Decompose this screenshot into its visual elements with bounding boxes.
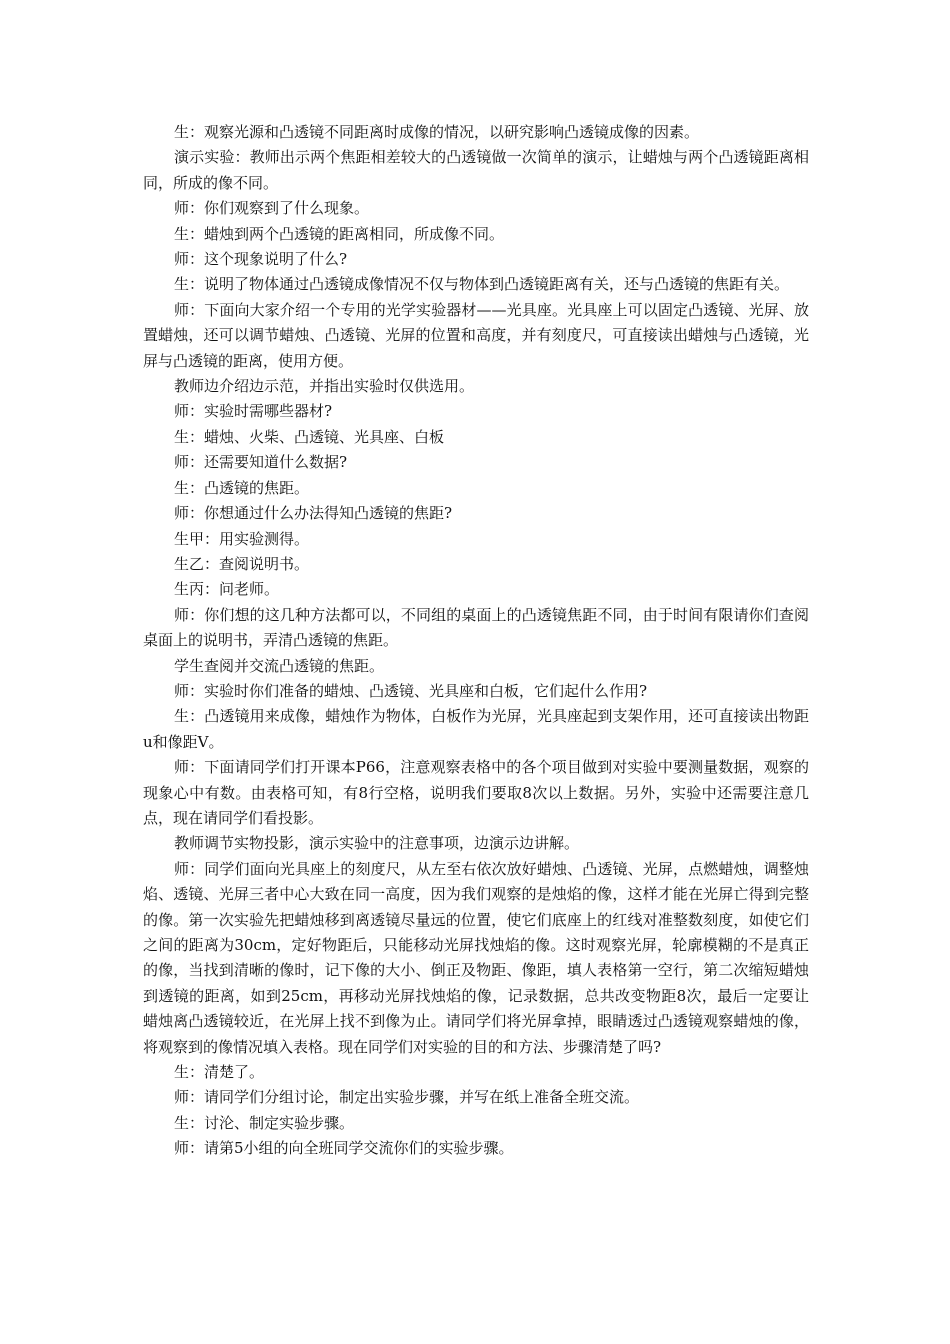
paragraph-student-c: 生丙：问老师。 (174, 580, 280, 599)
paragraph-question-equipment: 师：实验时需哪些器材? (174, 402, 333, 421)
paragraph-question-roles: 师：实验时你们准备的蜡烛、凸透镜、光具座和白板，它们起什么作用? (174, 681, 648, 700)
paragraph-teacher-demo: 教师边介绍边示范，并指出实验时仅供选用。 (174, 377, 475, 396)
paragraph-teacher-methods: 师：你们想的这几种方法都可以，不同组的桌面上的凸透镜焦距不同，由于时间有限请你们查阅桌面上的说明书，弄清凸透镜的焦距。 (143, 605, 809, 650)
paragraph-students-discuss: 生：讨沦、制定实验步骤。 (174, 1113, 355, 1132)
paragraph-student-answer-phenomenon: 生：蜡烛到两个凸透镜的距离相同，所成像不同。 (174, 224, 505, 243)
paragraph-student-answer-meaning: 生：说明了物体通过凸透镜成像情况不仅与物体到凸透镜距离有关，还与凸透镜的焦距有关。 (174, 275, 790, 294)
document-body (143, 120, 809, 1162)
paragraph-answer-equipment: 生：蜡烛、火柴、凸透镜、光具座、白板 (174, 427, 445, 446)
paragraph-student-a: 生甲：用实验测得。 (174, 529, 310, 548)
paragraph-teacher-question-meaning: 师：这个现象说明了什么? (174, 250, 348, 269)
paragraph-group-five-share: 师：请第5小组的向全班同学交流你们的实验步骤。 (174, 1139, 514, 1158)
paragraph-students-check: 学生查阅并交流凸透镜的焦距。 (174, 656, 385, 675)
paragraph-projection-demo: 教师调节实物投影，演示实验中的注意事项，边演示边讲解。 (174, 834, 580, 853)
paragraph-group-discussion: 师：请同学们分组讨论，制定出实验步骤，并写在纸上准备全班交流。 (174, 1088, 640, 1107)
paragraph-student-observe: 生：观察光源和凸透镜不同距离时成像的情况，以研究影响凸透镜成像的因素。 (174, 123, 700, 141)
paragraph-textbook-table: 师：下面请同学们打开课本P66，注意观察表格中的各个项目做到对实验中要测量数据，观察的现象心中有数。由表格可知，有8行空格，说明我们要取8次以上数据。另外，实验中还需要注意几点，现在请同学们看投影。 (143, 758, 809, 827)
paragraph-student-clear: 生：清楚了。 (174, 1063, 265, 1082)
paragraph-student-b: 生乙：查阅说明书。 (174, 554, 310, 573)
paragraph-question-data: 师：还需要知道什么数据? (174, 453, 348, 472)
paragraph-answer-roles: 生：凸透镜用来成像，蜡烛作为物体，白板作为光屏，光具座起到支架作用，还可直接读出物距u和像距V。 (143, 707, 809, 751)
paragraph-question-focal-length: 师：你想通过什么办法得知凸透镜的焦距? (174, 504, 453, 523)
paragraph-teacher-question-phenomenon: 师：你们观察到了什么现象。 (174, 199, 370, 218)
paragraph-optical-bench-intro: 师：下面向大家介绍一个专用的光学实验器材——光具座。光具座上可以固定凸透镜、光屏、放置蜡烛，还可以调节蜡烛、凸透镜、光屏的位置和高度，并有刻度尺，可直接读出蜡烛与凸透镜，光屏与凸透镜的距离，使用方便。 (143, 300, 809, 370)
paragraph-procedure-explanation: 师：同学们面向光具座上的刻度尺，从左至右依次放好蜡烛、凸透镜、光屏，点燃蜡烛，调整烛焰、透镜、光屏三者中心大致在同一高度，因为我们观察的是烛焰的像，这样才能在光屏亡得到完整的像。第一次实验先把蜡烛移到离透镜尽量远的位置，使它们底座上的红线对准整数刻度，如使它们之间的距离为30cm，定好物距后，只能移动光屏找烛焰的像。这时观察光屏，轮廓模糊的不是真正的像，当找到清晰的像时，记下像的大小、倒正及物距、像距，填人表格第一空行，第二次缩短蜡烛到透镜的距离，如到25cm，再移动光屏找烛焰的像，记录数据，总共改变物距8次，最后一定要让蜡烛离凸透镜较近，在光屏上找不到像为止。请同学们将光屏拿掉，眼睛透过凸透镜观察蜡烛的像，将观察到的像情况填入表格。现在同学们对实验的目的和方法、步骤清楚了吗? (143, 859, 809, 1056)
paragraph-demo-experiment: 演示实验：教师出示两个焦距相差较大的凸透镜做一次简单的演示，让蜡烛与两个凸透镜距离相同，所成的像不同。 (143, 148, 809, 192)
paragraph-answer-data: 生：凸透镜的焦距。 (174, 478, 310, 497)
